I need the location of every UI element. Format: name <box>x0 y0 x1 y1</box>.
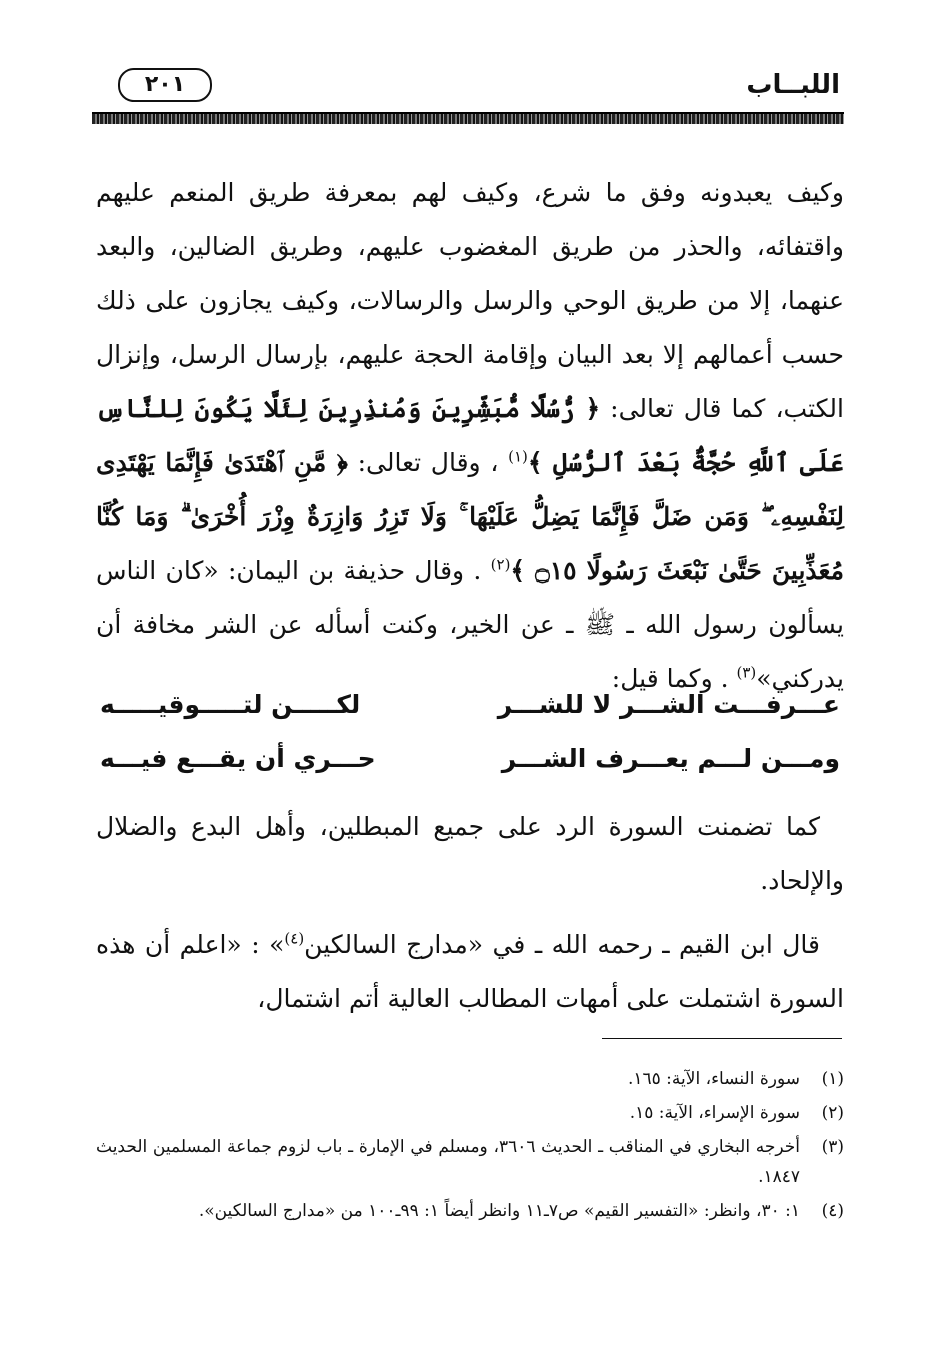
footnote-text: أخرجه البخاري في المناقب ـ الحديث ٣٦٠٦، ومسلم في الإمارة ـ باب لزوم جماعة المسلمين الحديث ١٨٤٧. <box>96 1137 800 1187</box>
footnote-text: سورة النساء، الآية: ١٦٥. <box>627 1069 800 1089</box>
text-run: . وقال حذيفة بن اليمان: «كان الناس يسألون رسول الله ـ ﷺ ـ عن الخير، وكنت أسأله عن الشر مخافة أن يدركني» <box>96 556 844 693</box>
poetry-hemistich-right: عـــرفـــت الشـــر لا للشـــر <box>497 690 840 719</box>
text-run: » : «اعلم أن هذه السورة اشتملت على أمهات المطالب العالية أتم اشتمال، <box>96 930 844 1013</box>
header-rule <box>92 112 844 124</box>
footnote-text: ١: ٣٠، وانظر: «التفسير القيم» ص٧ـ١١ وانظر أيضاً ١: ٩٩ـ١٠٠ من «مدارج السالكين». <box>198 1201 800 1221</box>
book-title: اللبــاب <box>746 70 840 100</box>
footnote-ref: (١) <box>508 447 528 466</box>
footnote <box>96 1098 844 1128</box>
footnote-ref: (٢) <box>490 555 511 574</box>
poetry-line <box>100 690 840 719</box>
footnotes <box>96 1064 844 1230</box>
footnote <box>96 1132 844 1192</box>
poetry-hemistich-left: لكـــــن لتـــــوقيـــــه <box>100 690 361 719</box>
footnote-number: (٤) <box>821 1201 844 1221</box>
paragraph <box>96 918 844 1026</box>
paragraph <box>96 800 844 908</box>
poetry-hemistich-right: ومـــن لـــم يعـــرف الشـــر <box>501 744 840 773</box>
text-run: . وكما قيل: <box>611 664 737 693</box>
footnote <box>96 1064 844 1094</box>
text-run: وكيف يعبدونه وفق ما شرع، وكيف لهم بمعرفة طريق المنعم عليهم واقتفائه، والحذر من طريق المغضوب عليهم، وطريق الضالين، والبعد عنهما، إلا من طريق الوحي والرسل والرسالات، وكيف يجازون على ذلك حسب أعمالهم إلا بعد البيان وإقامة الحجة عليهم، بإرسال الرسل، وإنزال الكتب، كما قال تعالى: <box>96 178 844 423</box>
page-number: ٢٠١ <box>118 68 212 102</box>
text-run: قال ابن القيم ـ رحمه الله ـ في «مدارج السالكين <box>304 930 820 959</box>
footnote-number: (١) <box>821 1069 844 1089</box>
paragraph <box>96 166 844 706</box>
poetry-hemistich-left: حـــري أن يقـــع فيـــه <box>100 744 376 773</box>
poetry-line <box>100 744 840 773</box>
quran-verse: ﴿ رُّسُلًا مُّبَشِّرِينَ وَمُنذِرِينَ لِئَلَّا يَكُونَ لِلنَّاسِ عَلَى ٱللَّهِ حُجَّةٌۢ بَعْدَ ٱلرُّسُلِ ﴾ <box>96 394 844 477</box>
footnote-number: (٢) <box>821 1103 844 1123</box>
footnote-ref: (٤) <box>284 929 305 948</box>
footnote-separator <box>602 1038 842 1039</box>
main-text-continued <box>96 800 844 1026</box>
footnote-number: (٣) <box>821 1137 844 1157</box>
main-text <box>96 166 844 706</box>
footnote-text: سورة الإسراء، الآية: ١٥. <box>629 1103 800 1123</box>
footnote <box>96 1196 844 1226</box>
text-run: ، وقال تعالى: <box>347 448 509 477</box>
quran-verse: ﴿ مَّنِ ٱهْتَدَىٰ فَإِنَّمَا يَهْتَدِى لِنَفْسِهِۦ ۖ وَمَن ضَلَّ فَإِنَّمَا يَضِلُّ عَلَيْهَا ۚ وَلَا تَزِرُ وَازِرَةٌ وِزْرَ أُخْرَىٰ ۗ وَمَا كُنَّا مُعَذِّبِينَ حَتَّىٰ نَبْعَثَ رَسُولًا ۝١٥ ﴾ <box>96 448 845 585</box>
text-run: كما تضمنت السورة الرد على جميع المبطلين، وأهل البدع والضلال والإلحاد. <box>96 812 844 895</box>
page-header <box>96 62 844 116</box>
footnote-ref: (٣) <box>736 663 757 682</box>
